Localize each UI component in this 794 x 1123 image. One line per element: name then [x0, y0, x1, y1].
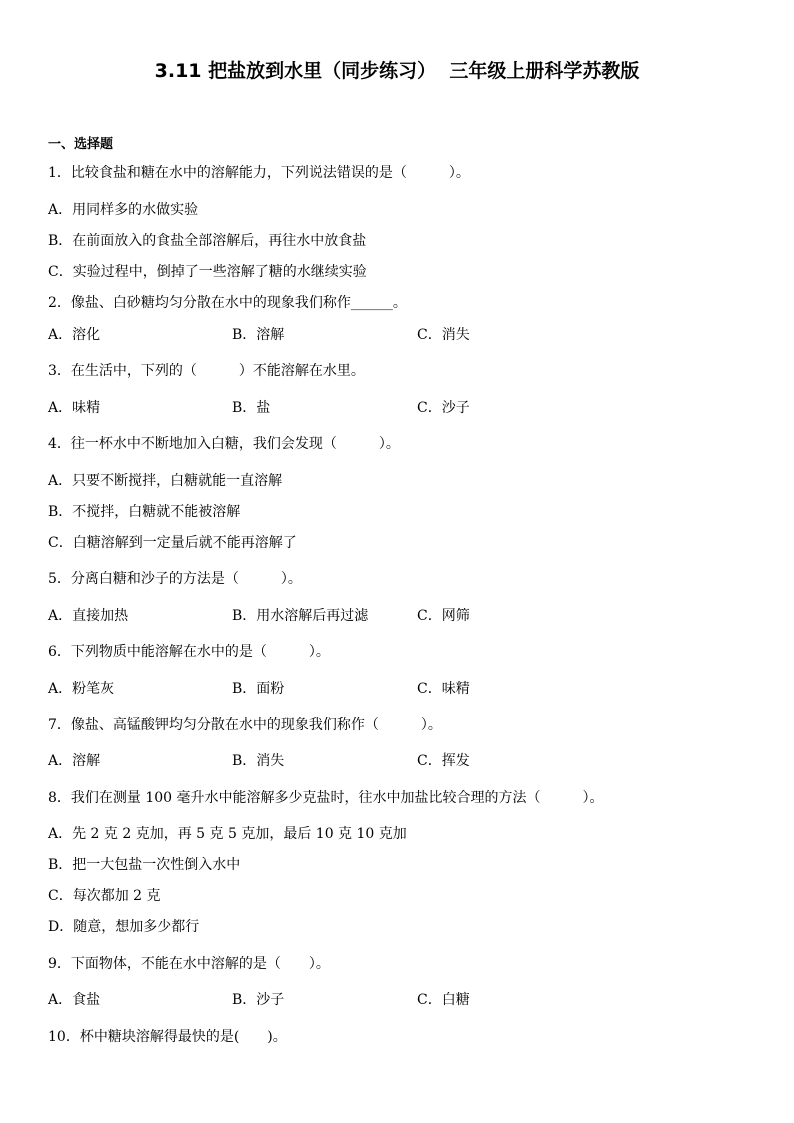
option-b: B．消失	[232, 753, 285, 769]
section-heading: 一、选择题	[48, 137, 114, 152]
page-title: 3.11 把盐放到水里（同步练习） 三年级上册科学苏教版	[154, 60, 640, 82]
option-c: C．白糖	[417, 992, 470, 1008]
question-stem: 10．杯中糖块溶解得最快的是( )。	[48, 1029, 287, 1045]
option-a: A．粉笔灰	[48, 681, 115, 697]
option-c: C．沙子	[417, 400, 470, 416]
option-line: D．随意，想加多少都行	[48, 919, 200, 935]
option-line: B．在前面放入的食盐全部溶解后，再往水中放食盐	[48, 233, 367, 249]
option-b: B．盐	[232, 400, 271, 416]
option-b: B．溶解	[232, 327, 285, 343]
option-line: B．把一大包盐一次性倒入水中	[48, 857, 241, 873]
option-line: A．只要不断搅拌，白糖就能一直溶解	[48, 473, 283, 489]
option-b: B．沙子	[232, 992, 285, 1008]
question-stem: 6．下列物质中能溶解在水中的是（ ）。	[48, 644, 330, 660]
option-c: C．味精	[417, 681, 470, 697]
option-c: C．网筛	[417, 608, 470, 624]
option-b: B．用水溶解后再过滤	[232, 608, 369, 624]
question-stem: 3．在生活中，下列的（ ）不能溶解在水里。	[48, 363, 365, 379]
option-c: C．消失	[417, 327, 470, 343]
question-stem: 1．比较食盐和糖在水中的溶解能力，下列说法错误的是（ ）。	[48, 165, 470, 181]
option-line: C．白糖溶解到一定量后就不能再溶解了	[48, 535, 297, 551]
question-stem: 9．下面物体，不能在水中溶解的是（ ）。	[48, 956, 330, 972]
option-line: B．不搅拌，白糖就不能被溶解	[48, 504, 241, 520]
option-c: C．挥发	[417, 753, 470, 769]
question-stem: 8．我们在测量 100 毫升水中能溶解多少克盐时，往水中加盐比较合理的方法（ ）。	[48, 790, 604, 806]
option-a: A．直接加热	[48, 608, 129, 624]
option-a: A．溶解	[48, 753, 101, 769]
option-a: A．味精	[48, 400, 101, 416]
option-line: A．用同样多的水做实验	[48, 202, 199, 218]
option-line: A．先 2 克 2 克加，再 5 克 5 克加，最后 10 克 10 克加	[48, 826, 407, 842]
option-line: C．实验过程中，倒掉了一些溶解了糖的水继续实验	[48, 264, 367, 280]
question-stem: 7．像盐、高锰酸钾均匀分散在水中的现象我们称作（ ）。	[48, 717, 442, 733]
question-stem: 4．往一杯水中不断地加入白糖，我们会发现（ ）。	[48, 436, 400, 452]
option-a: A．溶化	[48, 327, 101, 343]
option-b: B．面粉	[232, 681, 285, 697]
question-stem: 5．分离白糖和沙子的方法是（ ）。	[48, 571, 302, 587]
question-stem: 2．像盐、白砂糖均匀分散在水中的现象我们称作______。	[48, 295, 407, 311]
option-a: A．食盐	[48, 992, 101, 1008]
option-line: C．每次都加 2 克	[48, 888, 161, 904]
